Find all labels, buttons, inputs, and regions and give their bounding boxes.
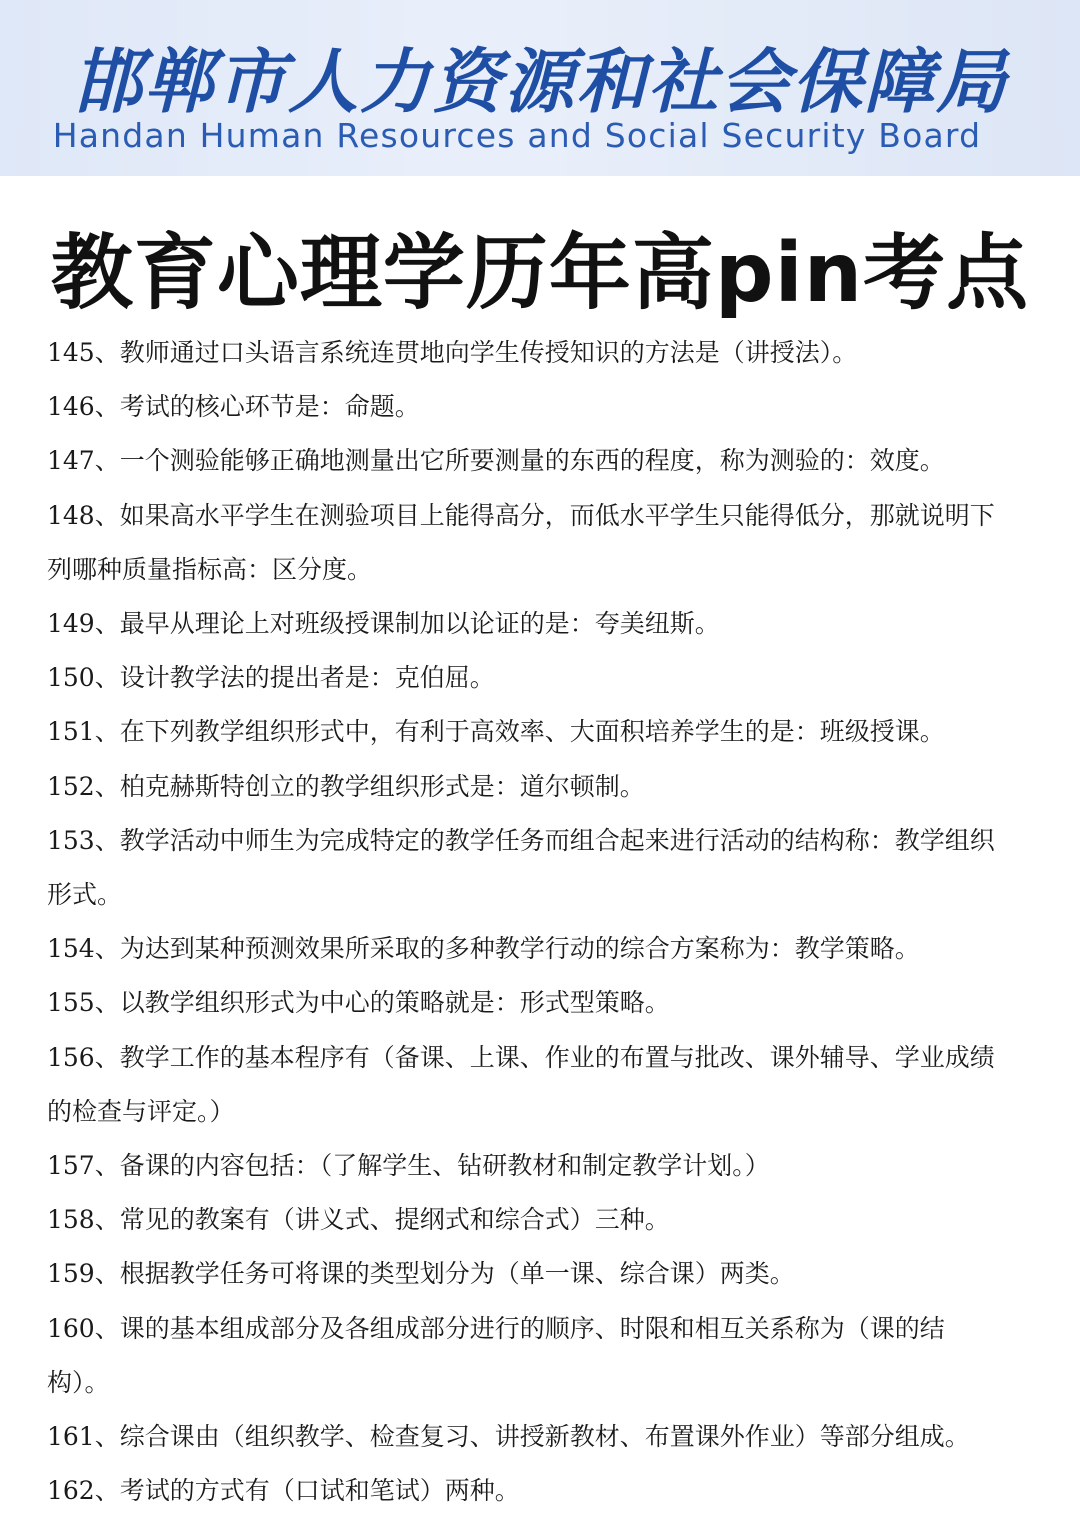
list-item: 159、根据教学任务可将课的类型划分为（单一课、综合课）两类。	[47, 1259, 795, 1289]
list-item: 147、一个测验能够正确地测量出它所要测量的东西的程度，称为测验的：效度。	[47, 446, 945, 476]
list-item: 162、考试的方式有（口试和笔试）两种。	[47, 1476, 520, 1506]
list-item: 161、综合课由（组织教学、检查复习、讲授新教材、布置课外作业）等部分组成。	[47, 1422, 970, 1452]
list-item: 151、在下列教学组织形式中，有利于高效率、大面积培养学生的是：班级授课。	[47, 717, 945, 747]
list-item: 145、教师通过口头语言系统连贯地向学生传授知识的方法是（讲授法）。	[47, 338, 858, 367]
question-list	[47, 326, 997, 1518]
document-title: 教育心理学历年高pin考点	[50, 226, 1030, 321]
list-item: 156、教学工作的基本程序有（备课、上课、作业的布置与批改、课外辅导、学业成绩的检查与评定。）	[47, 1042, 995, 1126]
list-item: 148、如果高水平学生在测验项目上能得高分，而低水平学生只能得低分，那就说明下列哪种质量指标高：区分度。	[47, 500, 995, 584]
banner-title-cn: 邯郸市人力资源和社会保障局	[72, 40, 1008, 123]
list-item: 160、课的基本组成部分及各组成部分进行的顺序、时限和相互关系称为（课的结构）。	[47, 1313, 945, 1397]
list-item: 155、以教学组织形式为中心的策略就是：形式型策略。	[47, 988, 670, 1018]
header-banner	[0, 0, 1080, 176]
banner-title-en: Handan Human Resources and Social Security Board	[52, 116, 982, 155]
list-item: 152、柏克赫斯特创立的教学组织形式是：道尔顿制。	[47, 771, 645, 801]
list-item: 157、备课的内容包括：（了解学生、钻研教材和制定教学计划。）	[47, 1151, 770, 1181]
list-item: 153、教学活动中师生为完成特定的教学任务而组合起来进行活动的结构称：教学组织形式。	[47, 825, 995, 910]
list-item: 154、为达到某种预测效果所采取的多种教学行动的综合方案称为：教学策略。	[47, 934, 920, 964]
list-item: 149、最早从理论上对班级授课制加以论证的是：夸美纽斯。	[47, 609, 720, 639]
list-item: 150、设计教学法的提出者是：克伯屈。	[47, 663, 495, 693]
list-item: 158、常见的教案有（讲义式、提纲式和综合式）三种。	[47, 1205, 670, 1235]
list-item: 146、考试的核心环节是：命题。	[47, 392, 420, 422]
